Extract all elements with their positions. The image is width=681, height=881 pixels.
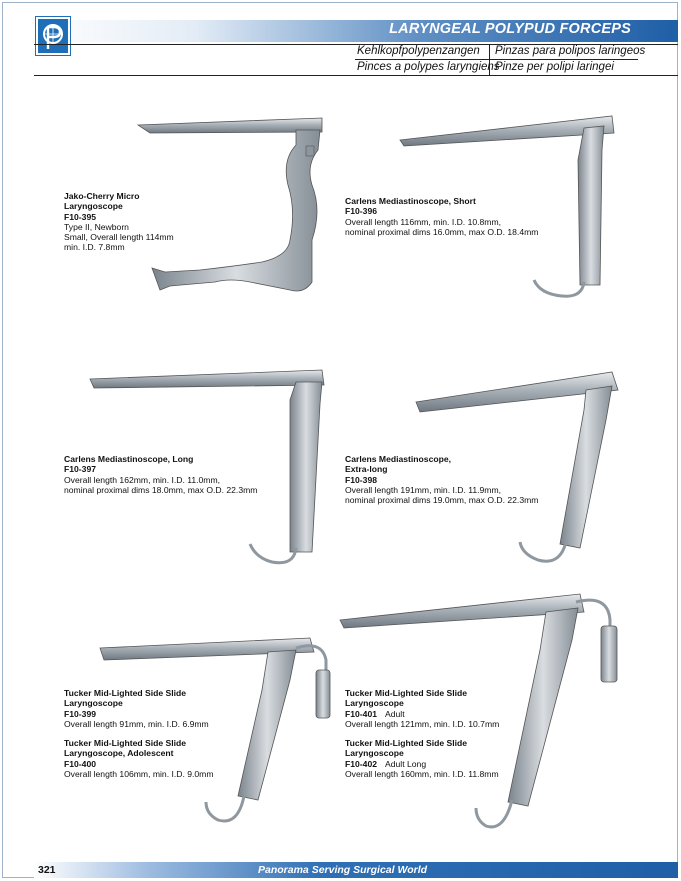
- product-name-line: Tucker Mid-Lighted Side Slide: [64, 688, 187, 698]
- subtitle-french: Pinces a polypes laryngiens: [357, 61, 500, 73]
- product-name-line: Laryngoscope: [345, 698, 404, 709]
- product-detail: nominal proximal dims 18.0mm, max O.D. 22.3mm: [64, 484, 258, 495]
- product-code-row: [345, 759, 499, 769]
- product-code: F10-399: [64, 708, 97, 719]
- product-name-line: Carlens Mediastinoscope,: [345, 454, 452, 464]
- subtitle-german: Kehlkopfpolypenzangen: [357, 45, 480, 57]
- product-detail: Small, Overall length 114mm: [64, 232, 174, 243]
- product-name-line: Laryngoscope: [345, 748, 404, 759]
- product-code: F10-396: [345, 206, 378, 217]
- product-detail: nominal proximal dims 19.0mm, max O.D. 22.3mm: [345, 495, 539, 506]
- product-code-note: Adult: [385, 708, 405, 719]
- product-f10-399-f10-400: [64, 688, 213, 779]
- product-f10-395: [64, 191, 174, 253]
- product-f10-401-f10-402: [345, 688, 499, 779]
- product-name-line: Laryngoscope, Adolescent: [64, 748, 174, 759]
- page-title: LARYNGEAL POLYPUD FORCEPS: [389, 21, 631, 37]
- product-f10-397: [64, 454, 257, 495]
- product-detail: Overall length 91mm, min. I.D. 6.9mm: [64, 718, 209, 729]
- product-detail: nominal proximal dims 16.0mm, max O.D. 18.4mm: [345, 226, 539, 237]
- product-detail: min. I.D. 7.8mm: [64, 242, 125, 253]
- product-code-note: Adult Long: [385, 758, 427, 769]
- product-code: F10-402: [345, 758, 378, 769]
- product-name-line: Jako-Cherry Micro: [64, 191, 140, 201]
- product-code: F10-398: [345, 474, 378, 485]
- product-name-line: Carlens Mediastinoscope, Short: [345, 196, 476, 206]
- product-code: F10-400: [64, 758, 97, 769]
- footer-tagline: Panorama Serving Surgical World: [258, 864, 428, 876]
- product-name-line: Extra-long: [345, 464, 388, 475]
- product-detail: Overall length 191mm, min. I.D. 11.9mm,: [345, 484, 502, 495]
- product-name-line: Tucker Mid-Lighted Side Slide: [64, 738, 187, 749]
- product-name-line: Laryngoscope: [64, 698, 123, 709]
- product-detail: Overall length 160mm, min. I.D. 11.8mm: [345, 769, 499, 780]
- product-detail: Overall length 121mm, min. I.D. 10.7mm: [345, 718, 500, 729]
- product-name-line: Tucker Mid-Lighted Side Slide: [345, 738, 468, 749]
- subtitle-italian: Pinze per polipi laringei: [495, 61, 614, 73]
- subtitle-spanish: Pinzas para polipos laringeos: [495, 45, 646, 57]
- product-name-line: Laryngoscope: [64, 201, 123, 212]
- page-number: 321: [38, 864, 56, 876]
- product-detail: Overall length 116mm, min. I.D. 10.8mm,: [345, 216, 502, 227]
- product-code-row: [345, 709, 499, 719]
- product-detail: Overall length 106mm, min. I.D. 9.0mm: [64, 769, 214, 780]
- product-code: F10-395: [64, 211, 97, 222]
- product-name-line: Carlens Mediastinoscope, Long: [64, 454, 194, 464]
- product-code: F10-401: [345, 708, 378, 719]
- product-name-line: Tucker Mid-Lighted Side Slide: [345, 688, 468, 698]
- product-detail: Type II, Newborn: [64, 221, 129, 232]
- product-detail: Overall length 162mm, min. I.D. 11.0mm,: [64, 474, 221, 485]
- product-f10-398: [345, 454, 538, 505]
- product-code: F10-397: [64, 464, 97, 475]
- product-f10-396: [345, 196, 538, 237]
